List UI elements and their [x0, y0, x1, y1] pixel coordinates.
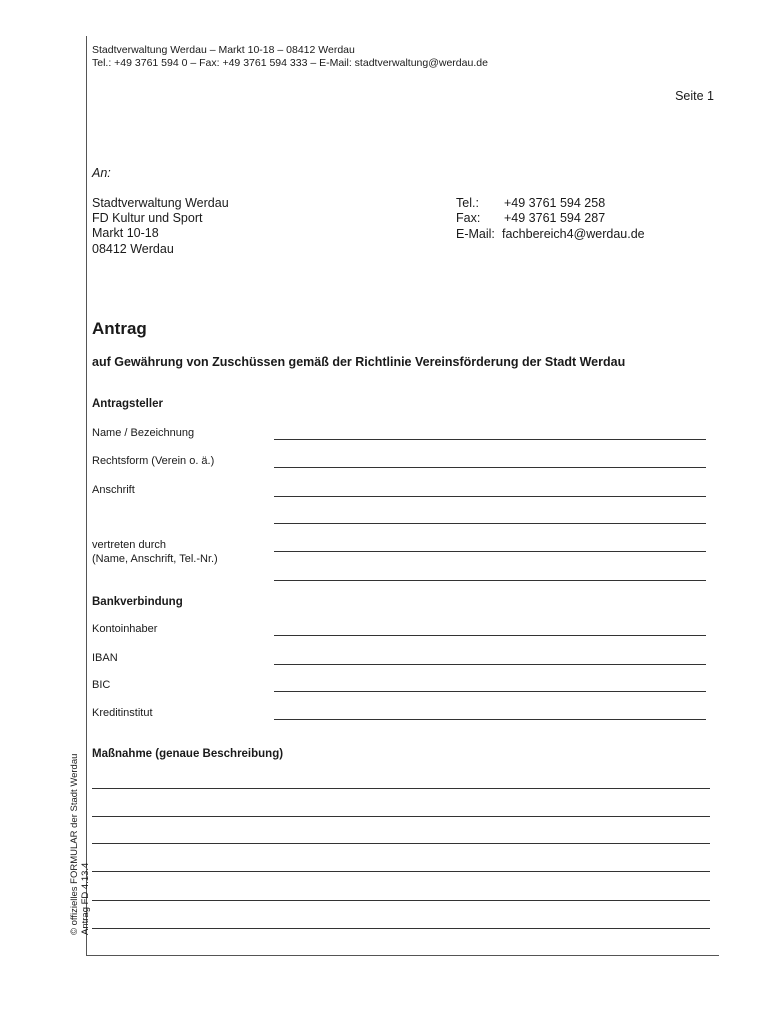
page-title: Antrag	[92, 319, 147, 338]
bic-label: BIC	[92, 679, 111, 691]
name-label: Name / Bezeichnung	[92, 427, 195, 439]
measure-line[interactable]	[92, 816, 710, 817]
measure-line[interactable]	[92, 900, 710, 901]
measure-line[interactable]	[92, 788, 710, 789]
representative-field-2[interactable]	[274, 580, 706, 581]
address-field-2[interactable]	[274, 523, 706, 524]
section-bank: Bankverbindung	[92, 596, 183, 608]
section-applicant: Antragsteller	[92, 398, 163, 410]
institute-label: Kreditinstitut	[92, 707, 153, 719]
representative-field[interactable]	[274, 551, 706, 552]
fax-label: Fax:	[456, 211, 481, 225]
name-field[interactable]	[274, 439, 706, 440]
measure-line[interactable]	[92, 843, 710, 844]
recipient-line: FD Kultur und Sport	[92, 211, 203, 225]
tel-value: +49 3761 594 258	[504, 196, 606, 210]
address-label: Anschrift	[92, 484, 135, 496]
iban-label: IBAN	[92, 652, 118, 664]
side-note-copyright: © offizielles FORMULAR der Stadt Werdau	[69, 753, 80, 935]
section-measure: Maßnahme (genaue Beschreibung)	[92, 748, 284, 760]
recipient-line: Stadtverwaltung Werdau	[92, 196, 229, 210]
fax-value: +49 3761 594 287	[504, 211, 606, 225]
legal-form-field[interactable]	[274, 467, 706, 468]
side-note-form-id: Antrag FD 4.13.4	[80, 862, 91, 935]
representative-hint: (Name, Anschrift, Tel.-Nr.)	[92, 553, 218, 565]
recipient-label: An:	[92, 166, 111, 180]
representative-label: vertreten durch	[92, 539, 166, 551]
header-address: Stadtverwaltung Werdau – Markt 10-18 – 08412 Werdau	[92, 44, 355, 56]
measure-line[interactable]	[92, 928, 710, 929]
institute-field[interactable]	[274, 719, 706, 720]
holder-label: Kontoinhaber	[92, 623, 158, 635]
tel-label: Tel.:	[456, 196, 479, 210]
legal-form-label: Rechtsform (Verein o. ä.)	[92, 455, 215, 467]
recipient-line: Markt 10-18	[92, 226, 159, 240]
recipient-line: 08412 Werdau	[92, 242, 174, 256]
page-subtitle: auf Gewährung von Zuschüssen gemäß der Richtlinie Vereinsförderung der Stadt Werdau	[92, 355, 626, 369]
email-value: fachbereich4@werdau.de	[502, 227, 645, 241]
email-label: E-Mail:	[456, 227, 495, 241]
page-number: Seite 1	[675, 89, 714, 103]
address-field[interactable]	[274, 496, 706, 497]
side-note	[69, 754, 91, 935]
measure-line[interactable]	[92, 871, 710, 872]
bic-field[interactable]	[274, 691, 706, 692]
holder-field[interactable]	[274, 635, 706, 636]
iban-field[interactable]	[274, 664, 706, 665]
header-contact: Tel.: +49 3761 594 0 – Fax: +49 3761 594 333 – E-Mail: stadtverwaltung@werdau.de	[92, 57, 488, 69]
